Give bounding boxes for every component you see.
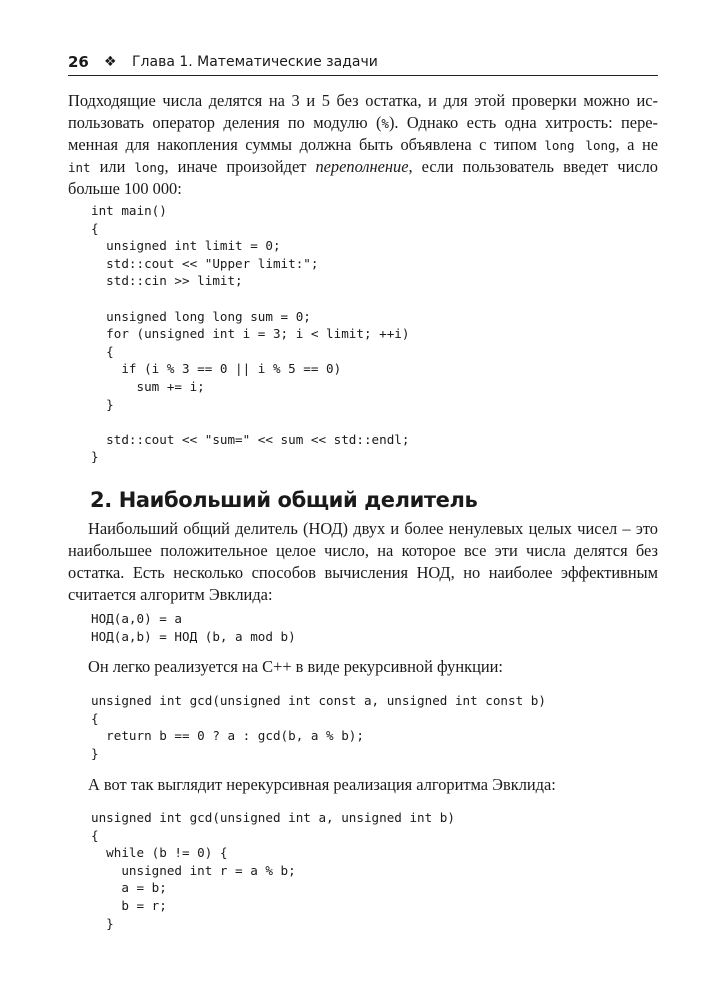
code-block-recursive xyxy=(91,692,546,762)
text-run: Наибольший общий делитель (НОД) двух и более ненулевых целых чисел – это xyxy=(88,519,658,538)
paragraph-line xyxy=(68,774,658,796)
emphasis-text: переполнение xyxy=(315,157,409,176)
code-line xyxy=(91,413,409,431)
code-block-nonrecursive xyxy=(91,809,455,932)
code-line: unsigned int limit = 0; xyxy=(91,238,281,254)
paragraph-line xyxy=(68,112,658,134)
code-line: std::cout << "Upper limit:"; xyxy=(91,255,319,271)
paragraph-line xyxy=(68,156,658,178)
paragraph-line xyxy=(68,656,658,678)
code-line: { xyxy=(91,343,114,359)
text-run: , а не xyxy=(615,135,658,154)
code-line: return b == 0 ? a : gcd(b, a % b); xyxy=(91,728,364,744)
text-run: , иначе произойдет xyxy=(164,157,316,176)
gcd-paragraph xyxy=(68,518,658,606)
code-line: { xyxy=(91,827,99,843)
code-line xyxy=(91,290,409,308)
inline-code: % xyxy=(381,116,389,131)
code-line: { xyxy=(91,220,99,236)
code-line: } xyxy=(91,745,99,761)
code-line: std::cin >> limit; xyxy=(91,273,243,289)
paragraph-line xyxy=(68,134,658,156)
code-line: НОД(a,b) = НОД (b, a mod b) xyxy=(91,628,296,644)
code-line: НОД(a,0) = a xyxy=(91,611,182,626)
text-run: ). Однако есть одна хитрость: пере- xyxy=(388,113,659,132)
ornament-icon: ❖ xyxy=(104,54,117,70)
code-line: } xyxy=(91,396,114,412)
paragraph-line: Подходящие числа делятся на 3 и 5 без остатка, и для этой проверки можно ис- xyxy=(68,91,658,110)
recursive-intro xyxy=(68,656,658,678)
paragraph-line: наибольшее положительное целое число, на которое все эти числа делятся без xyxy=(68,541,658,560)
text-run: , если пользователь введет число xyxy=(408,157,658,176)
intro-paragraph xyxy=(68,90,658,200)
code-block-formula xyxy=(91,610,296,645)
code-block-sum xyxy=(91,202,409,466)
code-line: int main() xyxy=(91,203,167,218)
code-line: a = b; xyxy=(91,880,167,896)
code-line: while (b != 0) { xyxy=(91,845,228,861)
text-run: Он легко реализуется на C++ в виде рекурсивной функции: xyxy=(88,657,503,676)
inline-code: long xyxy=(134,160,165,175)
text-run: менная для накопления суммы должна быть объявлена с типом xyxy=(68,135,545,154)
chapter-title: Глава 1. Математические задачи xyxy=(132,54,378,70)
paragraph-line xyxy=(68,518,658,540)
running-header xyxy=(68,50,658,74)
code-line: if (i % 3 == 0 || i % 5 == 0) xyxy=(91,361,342,377)
code-line: for (unsigned int i = 3; i < limit; ++i) xyxy=(91,326,410,342)
inline-code: int xyxy=(68,160,91,175)
code-line: } xyxy=(91,915,114,931)
page-number: 26 xyxy=(68,53,89,71)
paragraph-line: больше 100 000: xyxy=(68,179,182,198)
text-run: А вот так выглядит нерекурсивная реализация алгоритма Эвклида: xyxy=(88,775,556,794)
code-line: unsigned long long sum = 0; xyxy=(91,308,311,324)
code-line: } xyxy=(91,449,99,465)
inline-code: long long xyxy=(544,138,616,153)
text-run: пользовать оператор деления по модулю ( xyxy=(68,113,382,132)
code-line: unsigned int gcd(unsigned int a, unsigned int b) xyxy=(91,810,455,825)
header-rule xyxy=(68,75,658,76)
code-line: std::cout << "sum=" << sum << std::endl; xyxy=(91,431,410,447)
code-line: unsigned int r = a % b; xyxy=(91,862,296,878)
nonrecursive-intro xyxy=(68,774,658,796)
paragraph-line: остатка. Есть несколько способов вычисления НОД, но наиболее эффективным xyxy=(68,563,658,582)
text-run: или xyxy=(90,157,135,176)
code-line: unsigned int gcd(unsigned int const a, unsigned int const b) xyxy=(91,693,546,708)
paragraph-line: считается алгоритм Эвклида: xyxy=(68,585,273,604)
code-line: { xyxy=(91,710,99,726)
section-heading: 2. Наибольший общий делитель xyxy=(90,488,478,512)
code-line: b = r; xyxy=(91,897,167,913)
code-line: sum += i; xyxy=(91,378,205,394)
